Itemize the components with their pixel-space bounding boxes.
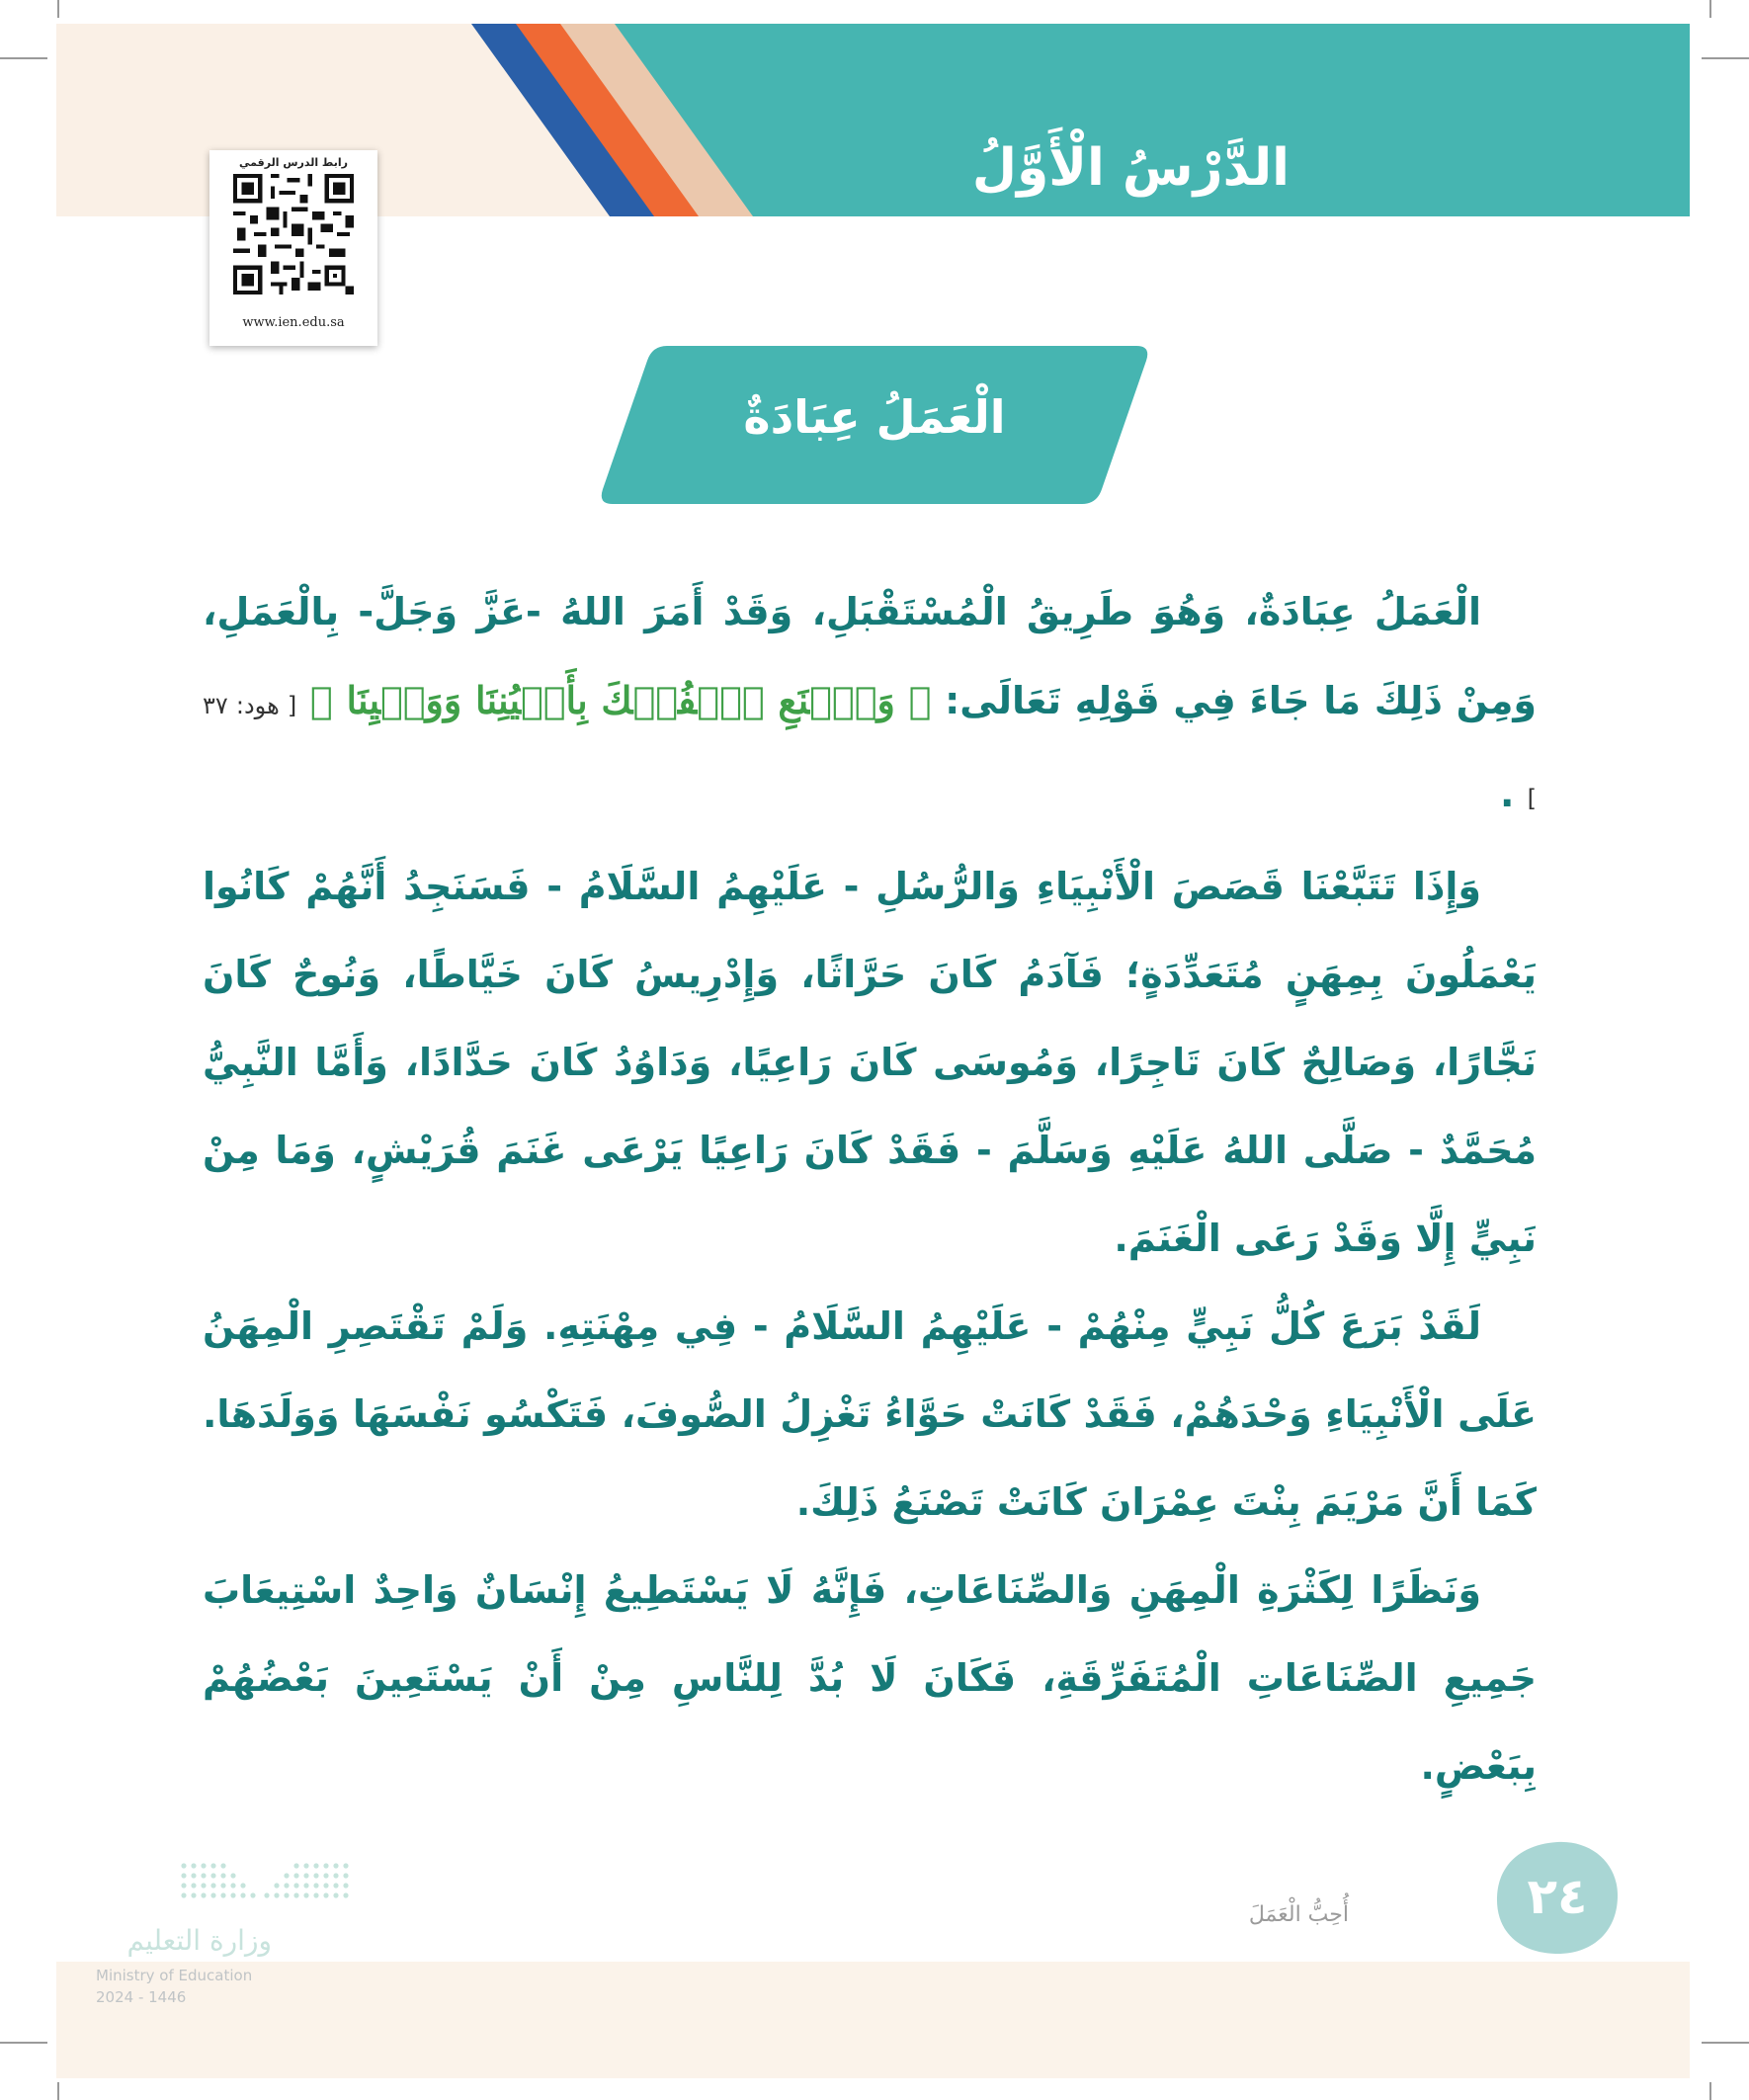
paragraph-4: وَنَظَرًا لِكَثْرَةِ الْمِهَنِ وَالصِّنَاعَاتِ، فَإِنَّهُ لَا يَسْتَطِيعُ إِنْسَانٌ وَاحِدٌ اسْتِيعَابَ جَمِيعِ الصِّنَاعَاتِ الْمُتَفَرِّقَةِ، فَكَانَ لَا بُدَّ لِلنَّاسِ مِنْ أَنْ يَسْتَعِينَ بَعْضُهُمْ بِبَعْضٍ.	[203, 1568, 1537, 1788]
crop-mark	[1709, 2082, 1711, 2100]
crop-mark	[0, 57, 47, 59]
paragraph-3: لَقَدْ بَرَعَ كُلُّ نَبِيٍّ مِنْهُمْ - عَلَيْهِمُ السَّلَامُ - فِي مِهْنَتِهِ. وَلَمْ تَقْتَصِرِ الْمِهَنُ عَلَى الْأَنْبِيَاءِ وَحْدَهُمْ، فَقَدْ كَانَتْ حَوَّاءُ تَغْزِلُ الصُّوفَ، فَتَكْسُو نَفْسَهَا وَوَلَدَهَا. كَمَا أَنَّ مَرْيَمَ بِنْتَ عِمْرَانَ كَانَتْ تَصْنَعُ ذَلِكَ.	[203, 1304, 1537, 1524]
paragraph-1-end: .	[1499, 772, 1528, 815]
qr-card[interactable]	[209, 150, 377, 346]
verse-reference: [ هود: ٣٧ ]	[203, 692, 1537, 812]
qr-url[interactable]: www.ien.edu.sa	[242, 315, 345, 330]
edition-year: 2024 - 1446	[96, 1988, 187, 2006]
qr-code-icon[interactable]	[233, 174, 354, 294]
paragraph-1	[203, 568, 1537, 843]
ministry-name-arabic: وزارة التعليم	[126, 1924, 272, 1957]
paragraph-1-text: الْعَمَلُ عِبَادَةٌ، وَهُوَ طَرِيقُ الْمُسْتَقْبَلِ، وَقَدْ أَمَرَ اللهُ -عَزَّ وَجَلَّ- بِالْعَمَلِ، وَمِنْ ذَلِكَ مَا جَاءَ فِي قَوْلِهِ تَعَالَى:	[203, 590, 1537, 722]
page-number: ٢٤	[1527, 1868, 1588, 1925]
ministry-name-english: Ministry of Education	[96, 1967, 253, 1984]
lesson-title: الدَّرْسُ الْأَوَّلُ	[971, 138, 1290, 198]
crop-mark	[1702, 57, 1749, 59]
crop-mark	[1709, 0, 1711, 18]
crop-mark	[57, 2082, 59, 2100]
subject-title: الْعَمَلُ عِبَادَةٌ	[743, 390, 1006, 444]
qr-caption: رابط الدرس الرقمي	[239, 156, 348, 169]
crop-mark	[1702, 2042, 1749, 2044]
book-name: أُحِبُّ الْعَمَلَ	[1248, 1902, 1349, 1927]
crop-mark	[57, 0, 59, 18]
lesson-body	[203, 568, 1537, 1810]
footer-band	[56, 1962, 1690, 2078]
quran-verse: ﴿ وَٱصۡنَعِ ٱلۡفُلۡكَ بِأَعۡيُنِنَا وَوَحۡيِنَا ﴾	[309, 678, 932, 722]
paragraph-2: وَإِذَا تَتَبَّعْنَا قَصَصَ الْأَنْبِيَاءِ وَالرُّسُلِ - عَلَيْهِمُ السَّلَامُ - فَسَنَجِدُ أَنَّهُمْ كَانُوا يَعْمَلُونَ بِمِهَنٍ مُتَعَدِّدَةٍ؛ فَآدَمُ كَانَ حَرَّاثًا، وَإِدْرِيسُ كَانَ خَيَّاطًا، وَنُوحٌ كَانَ نَجَّارًا، وَصَالِحٌ كَانَ تَاجِرًا، وَمُوسَى كَانَ رَاعِيًا، وَدَاوُدُ كَانَ حَدَّادًا، وَأَمَّا النَّبِيُّ مُحَمَّدٌ - صَلَّى اللهُ عَلَيْهِ وَسَلَّمَ - فَقَدْ كَانَ رَاعِيًا يَرْعَى غَنَمَ قُرَيْشٍ، وَمَا مِنْ نَبِيٍّ إِلَّا وَقَدْ رَعَى الْغَنَمَ.	[203, 865, 1537, 1260]
ministry-logo-icon	[178, 1858, 351, 1905]
crop-mark	[0, 2042, 47, 2044]
